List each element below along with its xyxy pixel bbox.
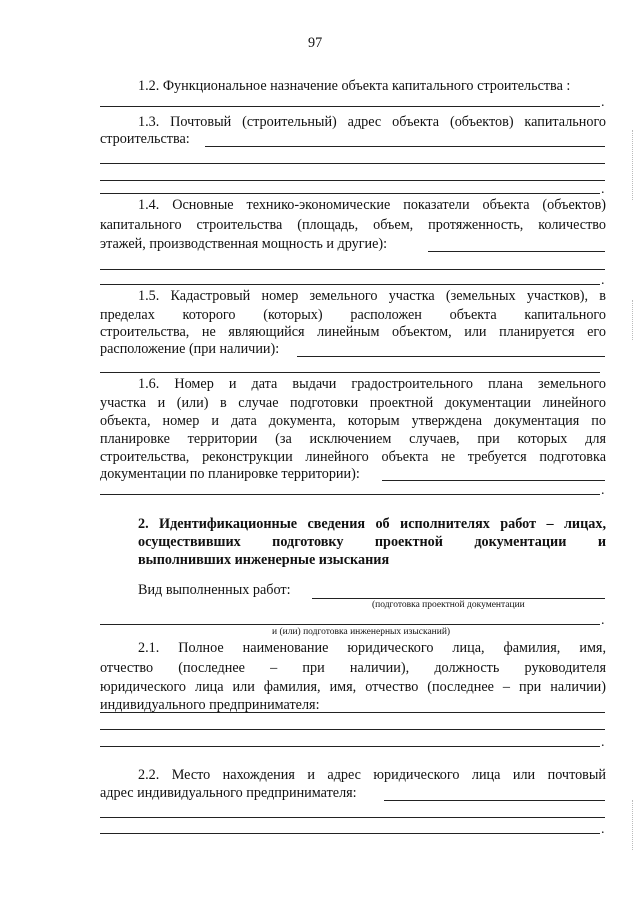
section-2-2-line1: 2.2. Место нахождения и адрес юридического лица или почтовый [138, 767, 606, 783]
fill-line[interactable] [100, 817, 605, 818]
section-1-4-line1: 1.4. Основные технико-экономические показатели объекта (объектов) [138, 197, 606, 213]
section-2-1-line2: отчество (последнее – при наличии), должность руководителя [100, 660, 606, 676]
section-1-6-line3: объекта, номер и дата документа, которым утверждена документация по [100, 413, 606, 429]
section-1-6-line1: 1.6. Номер и дата выдачи градостроительного плана земельного [138, 376, 606, 392]
section-1-4-line3: этажей, производственная мощность и другие): [100, 236, 388, 252]
section-2-1-line1: 2.1. Полное наименование юридического лица, фамилия, имя, [138, 640, 606, 656]
scan-margin-noise [632, 300, 636, 340]
fill-line[interactable] [382, 480, 605, 481]
section-1-5-line4: расположение (при наличии): [100, 341, 280, 357]
section-2-1-line4: индивидуального предпринимателя: [100, 697, 320, 713]
section-1-6-line4: планировке территории (за исключением случаев, при которых для [100, 431, 606, 447]
section-2-heading-line1: 2. Идентификационные сведения об исполнителях работ – лицах, [138, 516, 606, 532]
fill-line[interactable] [100, 193, 600, 194]
work-type-hint-2: и (или) подготовка инженерных изысканий) [272, 627, 451, 637]
fill-line[interactable] [205, 146, 605, 147]
section-2-1-line3: юридического лица или фамилия, имя, отчество (последнее – при наличии) [100, 679, 606, 695]
section-1-3-line1: 1.3. Почтовый (строительный) адрес объекта (объектов) капитального [138, 114, 606, 130]
fill-line[interactable] [297, 356, 605, 357]
scan-margin-noise [632, 130, 636, 200]
document-page: 97 1.2. Функциональное назначение объекта капитального строительства : . 1.3. Почтовый (строительный) адрес объекта (объектов) капитального строительства: . 1.4. Основные технико-экономические показатели объекта (объектов) капитального строительства (площадь, объем, протяженность, количество этажей, производственная мощность и другие): . 1.5. Кадастровый номер земельного участка (земельных участков), в пределах которого (которых) расположен объекта капитального строительства, не являющийся линейным объектом, или планируется его расположение (при наличии): 1.6. Номер и дата выдачи градостроительного плана земельного участка и (или) в случае подготовки проектной документации линейного объекта, номер и дата документа, которым утверждена документация по планировке территории (за исключением случаев, при которых для строительства, реконструкции линейного объекта не требуется подготовка документации по планировке территории): . 2. Идентификационные сведения об исполнителях работ – лицах, осуществивших подготовку проектной документации и выполнивших инженерные изыскания Вид выполненных работ: (подготовка проектной документации . и (или) подготовка инженерных изысканий) 2.1. Полное наименование юридического лица, фамилия, имя, отчество (последнее – при наличии), должность руководителя юридического лица или фамилия, имя, отчество (последнее – при наличии) индивидуального предпринимателя: . 2.2. Место нахождения и адрес юридического лица или почтовый адрес индивидуального предпринимателя: . [0, 0, 640, 905]
fill-line[interactable] [100, 106, 600, 107]
fill-line[interactable] [100, 269, 605, 270]
section-1-6-line2: участка и (или) в случае подготовки проектной документации линейного [100, 395, 606, 411]
section-1-5-line3: строительства, не являющийся линейным объектом, или планируется его [100, 324, 606, 340]
section-1-5-line2: пределах которого (которых) расположен объекта капитального [100, 307, 606, 323]
work-type-label: Вид выполненных работ: [138, 582, 291, 598]
fill-line[interactable] [100, 494, 600, 495]
work-type-hint-1: (подготовка проектной документации [372, 600, 525, 610]
section-1-6-line5: строительства, реконструкции линейного объекта не требуется подготовка [100, 449, 606, 465]
fill-line[interactable] [100, 372, 600, 373]
section-2-heading-line3: выполнивших инженерные изыскания [138, 552, 390, 568]
fill-line[interactable] [100, 833, 600, 834]
section-2-heading-line2: осуществивших подготовку проектной документации и [138, 534, 606, 550]
fill-line[interactable] [100, 284, 600, 285]
fill-line[interactable] [100, 712, 605, 713]
section-2-2-line2: адрес индивидуального предпринимателя: [100, 785, 357, 801]
section-1-6-line6: документации по планировке территории): [100, 466, 360, 482]
section-1-2-text: 1.2. Функциональное назначение объекта капитального строительства : [138, 78, 571, 94]
fill-line[interactable] [384, 800, 605, 801]
fill-line[interactable] [100, 163, 605, 164]
fill-line[interactable] [312, 598, 605, 599]
fill-line[interactable] [100, 624, 600, 625]
fill-line[interactable] [100, 729, 605, 730]
scan-margin-noise [632, 800, 636, 850]
fill-line[interactable] [100, 746, 600, 747]
section-1-5-line1: 1.5. Кадастровый номер земельного участка (земельных участков), в [138, 288, 606, 304]
section-1-3-line2: строительства: [100, 131, 190, 147]
fill-line[interactable] [100, 180, 605, 181]
section-1-4-line2: капитального строительства (площадь, объем, протяженность, количество [100, 217, 606, 233]
page-number: 97 [308, 35, 323, 51]
fill-line[interactable] [428, 251, 605, 252]
